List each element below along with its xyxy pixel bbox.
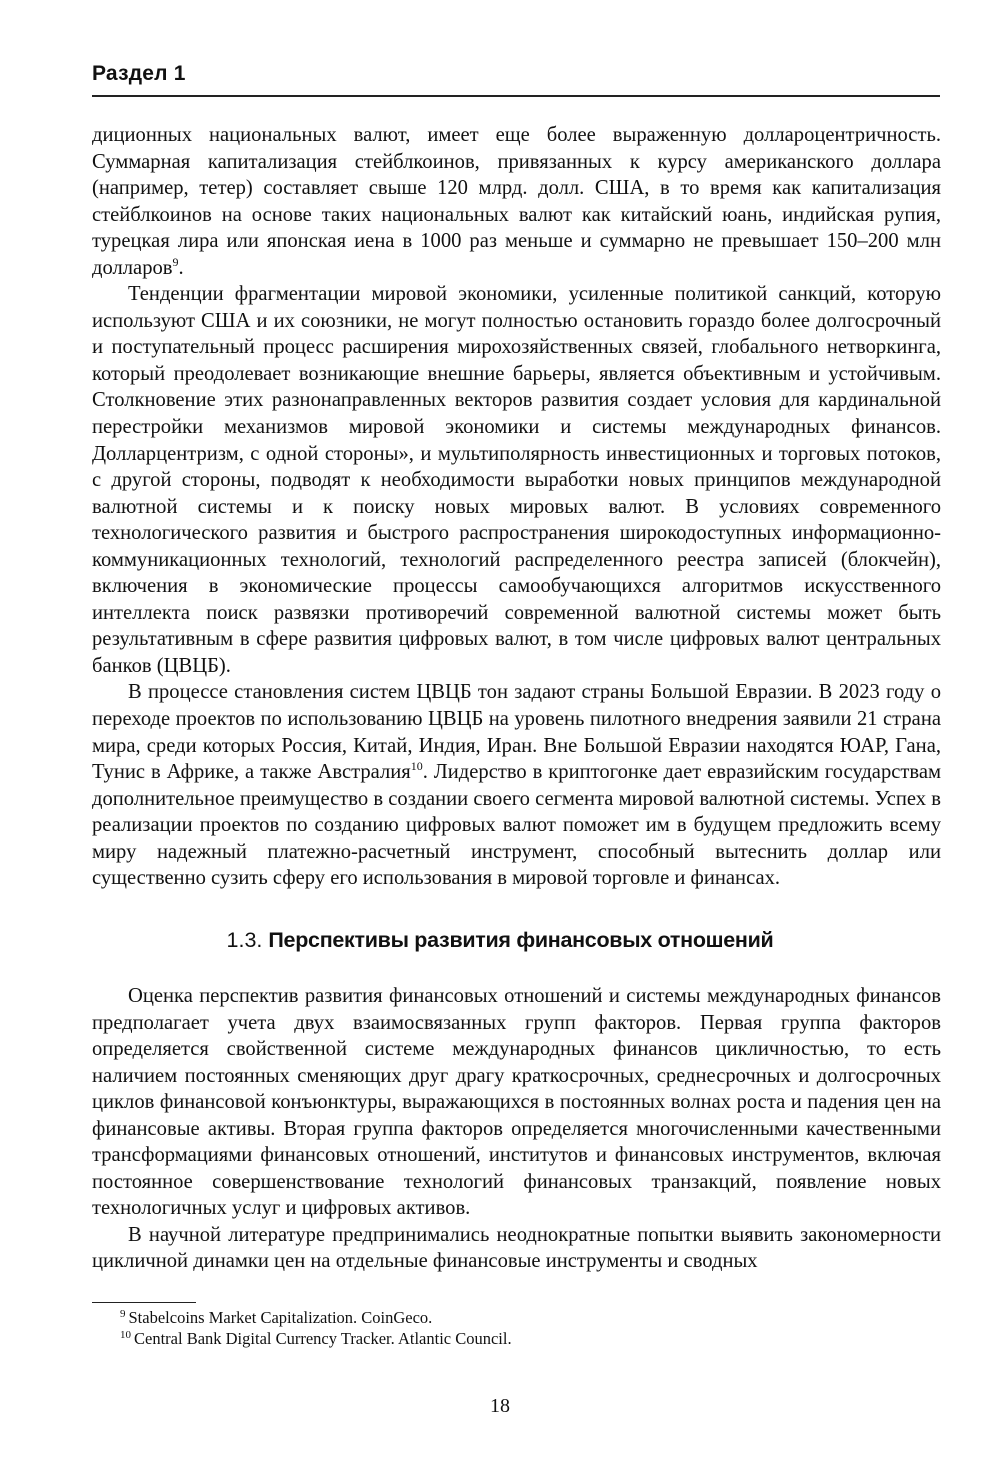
paragraph: Оценка перспектив развития финансовых отношений и системы международных финансов предполагает учета двух взаимосвязанных групп факторов. Первая группа факторов определяется свойственной системе международных финансов цикличностью, то есть наличием постоянных сменяющих друг драгу краткосрочных, среднесрочных и долгосрочных циклов финансовой конъюнктуры, выражающихся в постоянных волнах роста и падения цен на финансовые активы. Вторая группа факторов определяется многочисленными качественными трансформациями финансовых отношений, институтов и финансовых инструментов, включая постоянное совершенствование технологий финансовых транзакций, появление новых технологичных услуг и цифровых активов. [92, 985, 941, 1220]
footnote-ref-10[interactable]: 10 [410, 759, 423, 774]
running-head: Раздел 1 [92, 62, 186, 85]
page-number: 18 [490, 1395, 510, 1417]
footnote-10: $^{10}$ Central Bank Digital Currency Tracker. Atlantic Council. [120, 1328, 512, 1348]
paragraph: диционных национальных валют, имеет еще более выраженную доллароцентричность. Суммарная капитализация стейблкоинов, привязанных к курсу американского доллара (например, тетер) составляет свыше 120 млрд. долл. США, в то время как капитализация стейблкоинов на основе таких национальных валют как китайский юань, индийская рупия, турецкая лира или японская иена в 1000 раз меньше и суммарно не превышает 150–200 млн долларов$^9$. [92, 124, 941, 279]
section-title: Перспективы развития финансовых отношений [268, 928, 774, 952]
section-heading [0, 928, 1000, 953]
section-number: 1.3. [226, 928, 263, 952]
paragraph: В научной литературе предпринимались неоднократные попытки выявить закономерности цикличной динамки цен на отдельные финансовые инструменты и сводных [92, 1223, 941, 1273]
footnote-rule [92, 1302, 196, 1303]
footnote-9: $^9$ Stabelcoins Market Capitalization. CoinGeco. [120, 1307, 433, 1327]
body-text-bottom [92, 983, 941, 1275]
body-text-top [92, 122, 941, 892]
paragraph: В процессе становления систем ЦВЦБ тон задают страны Большой Евразии. В 2023 году о переходе проектов по использованию ЦВЦБ на уровень пилотного внедрения заявили 21 страна мира, среди которых Россия, Китай, Индия, Иран. Вне Большой Евразии находятся ЮАР, Гана, Тунис в Африке, а также Австралия$^{10}$. Лидерство в криптогонке дает евразийским государствам дополнительное преимущество в создании своего сегмента мировой валютной системы. Успех в реализации проектов по созданию цифровых валют поможет им в будущем предложить всему миру надежный платежно-расчетный инструмент, способный вытеснить доллар или существенно сузить сферу его использования в мировой торговле и финансах. [92, 681, 942, 890]
paragraph: Тенденции фрагментации мировой экономики, усиленные политикой санкций, которую используют США и их союзники, не могут полностью остановить гораздо более долгосрочный и поступательный процесс расширения мирохозяйственных связей, глобального нетворкинга, который преодолевает возникающие внешние барьеры, является объективным и устойчивым. Столкновение этих разнонаправленных векторов развития создает условия для кардинальной перестройки механизмов мировой экономики и системы международных финансов. Долларцентризм, с одной стороны», и мультиполярность инвестиционных и торговых потоков, с другой стороны, подводят к необходимости выработки новых принципов международной валютной системы и к поиску новых мировых валют. В условиях современного технологического развития и быстрого распространения широкодоступных информационно-коммуникационных технологий, технологий распределенного реестра записей (блокчейн), включения в экономические процессы самообучающихся алгоритмов искусственного интеллекта поиск развязки противоречий современной валютной системы может быть результативным в сфере развития цифровых валют, в том числе цифровых валют центральных банков (ЦВЦБ). [92, 283, 941, 677]
footnotes [120, 1307, 920, 1349]
header-rule [92, 95, 940, 97]
footnote-ref-9[interactable]: 9 [172, 254, 179, 269]
